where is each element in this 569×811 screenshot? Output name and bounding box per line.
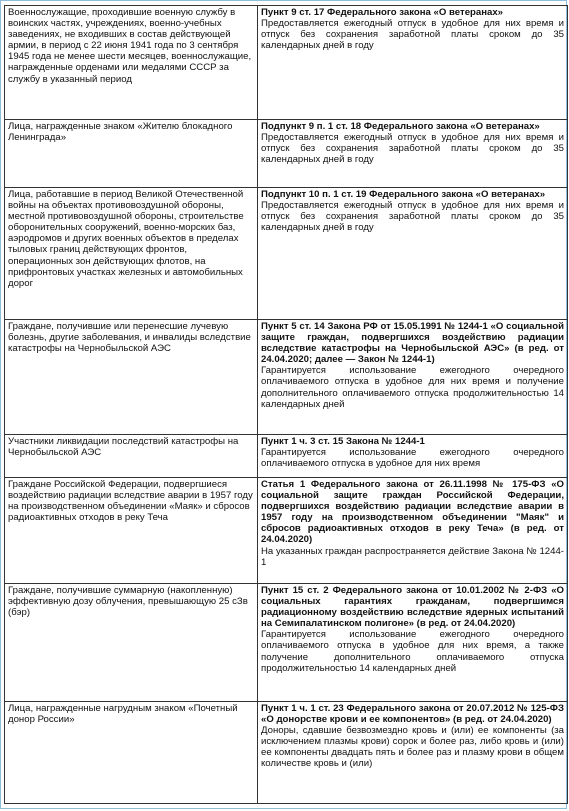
table-row xyxy=(5,478,568,584)
law-reference: Пункт 5 ст. 14 Закона РФ от 15.05.1991 № 1244-1 «О социальной защите граждан, подвергшихся воздействию радиации вследствие катастрофы на Чернобыльской АЭС» (в ред. от 24.04.2020; далее — Закон № 1244-1) xyxy=(261,321,564,366)
table-row xyxy=(5,702,568,804)
benefit-text: Предоставляется ежегодный отпуск в удобное для них время и отпуск без сохранения заработной платы сроком до 35 календарных дней в году xyxy=(261,132,564,166)
legal-basis-cell xyxy=(258,320,568,435)
law-reference: Подпункт 9 п. 1 ст. 18 Федерального закона «О ветеранах» xyxy=(261,121,540,132)
benefit-text: Гарантируется использование ежегодного очередного оплачиваемого отпуска в удобное для них время xyxy=(261,447,564,470)
legal-basis-cell xyxy=(258,6,568,120)
benefit-text: Гарантируется использование ежегодного очередного оплачиваемого отпуска в удобное для них время и получение дополнительного оплачиваемого отпуска продолжительностью 14 календарных дней xyxy=(261,365,564,410)
law-reference: Пункт 1 ч. 1 ст. 23 Федерального закона от 20.07.2012 № 125-ФЗ «О донорстве крови и ее компонентов» (в ред. от 24.04.2020) xyxy=(261,703,564,726)
law-reference: Пункт 1 ч. 3 ст. 15 Закона № 1244-1 xyxy=(261,436,425,447)
table-row xyxy=(5,320,568,435)
category-cell: Участники ликвидации последствий катастрофы на Чернобыльской АЭС xyxy=(5,435,258,478)
category-cell: Граждане, получившие или перенесшие лучевую болезнь, другие заболевания, и инвалиды вследствие катастрофы на Чернобыльской АЭС xyxy=(5,320,258,435)
law-reference: Пункт 9 ст. 17 Федерального закона «О ветеранах» xyxy=(261,7,504,18)
category-cell: Военнослужащие, проходившие военную службу в воинских частях, учреждениях, военно-учебных заведениях, не входивших в состав действующей армии, в период с 22 июня 1941 года по 3 сентября 1945 года не менее шести месяцев, военнослужащие, награжденные орденами или медалями СССР за службу в указанный период xyxy=(5,6,258,120)
table-row xyxy=(5,6,568,120)
legal-basis-cell xyxy=(258,120,568,188)
table-row xyxy=(5,435,568,478)
benefit-text: Предоставляется ежегодный отпуск в удобное для них время и отпуск без сохранения заработной платы сроком до 35 календарных дней в году xyxy=(261,200,564,234)
category-cell: Лица, работавшие в период Великой Отечественной войны на объектах противовоздушной обороны, местной противовоздушной обороны, строительстве оборонительных сооружений, военно-морских баз, аэродромов и других военных объектов в пределах тыловых границ действующих фронтов, операционных зон действующих флотов, на прифронтовых участках железных и автомобильных дорог xyxy=(5,188,258,320)
category-cell: Лица, награжденные нагрудным знаком «Почетный донор России» xyxy=(5,702,258,804)
table-row xyxy=(5,188,568,320)
benefit-text: На указанных граждан распространяется действие Закона № 1244-1 xyxy=(261,545,564,568)
category-cell: Лица, награжденные знаком «Жителю блокадного Ленинграда» xyxy=(5,120,258,188)
law-reference: Пункт 15 ст. 2 Федерального закона от 10.01.2002 № 2-ФЗ «О социальных гарантиях гражданам, подвергшимся радиационному воздействию вследствие ядерных испытаний на Семипалатинском полигоне» (в ред. от 24.04.2020) xyxy=(261,585,564,630)
law-reference: Подпункт 10 п. 1 ст. 19 Федерального закона «О ветеранах» xyxy=(261,189,546,200)
category-cell: Граждане Российской Федерации, подвергшиеся воздействию радиации вследствие аварии в 1957 году на производственном объединении «Маяк» и сбросов радиоактивных отходов в реку Теча xyxy=(5,478,258,584)
legal-basis-cell xyxy=(258,702,568,804)
benefit-text: Предоставляется ежегодный отпуск в удобное для них время и отпуск без сохранения заработной платы сроком до 35 календарных дней в году xyxy=(261,18,564,52)
legal-basis-cell xyxy=(258,584,568,702)
category-cell: Граждане, получившие суммарную (накопленную) эффективную дозу облучения, превышающую 25 сЗв (бэр) xyxy=(5,584,258,702)
benefit-text: Доноры, сдавшие безвозмездно кровь и (или) ее компоненты (за исключением плазмы крови) сорок и более раз, либо кровь и (или) ее компоненты двадцать пять и более раз и плазму крови в общем количестве кровь и (или) xyxy=(261,725,564,770)
table-row xyxy=(5,584,568,702)
legal-basis-cell xyxy=(258,435,568,478)
law-reference: Статья 1 Федерального закона от 26.11.1998 № 175-ФЗ «О социальной защите граждан Российской Федерации, подвергшихся воздействию радиации вследствие аварии в 1957 году на производственном объединении "Маяк" и сбросов радиоактивных отходов в реку Теча» (в ред. от 24.04.2020) xyxy=(261,479,564,546)
table-row xyxy=(5,120,568,188)
benefit-text: Гарантируется использование ежегодного очередного оплачиваемого отпуска в удобное для них время, а также получение дополнительного оплачиваемого отпуска продолжительностью 14 календарных дней xyxy=(261,629,564,674)
legal-basis-cell xyxy=(258,188,568,320)
legal-basis-cell xyxy=(258,478,568,584)
benefits-table xyxy=(4,5,568,804)
